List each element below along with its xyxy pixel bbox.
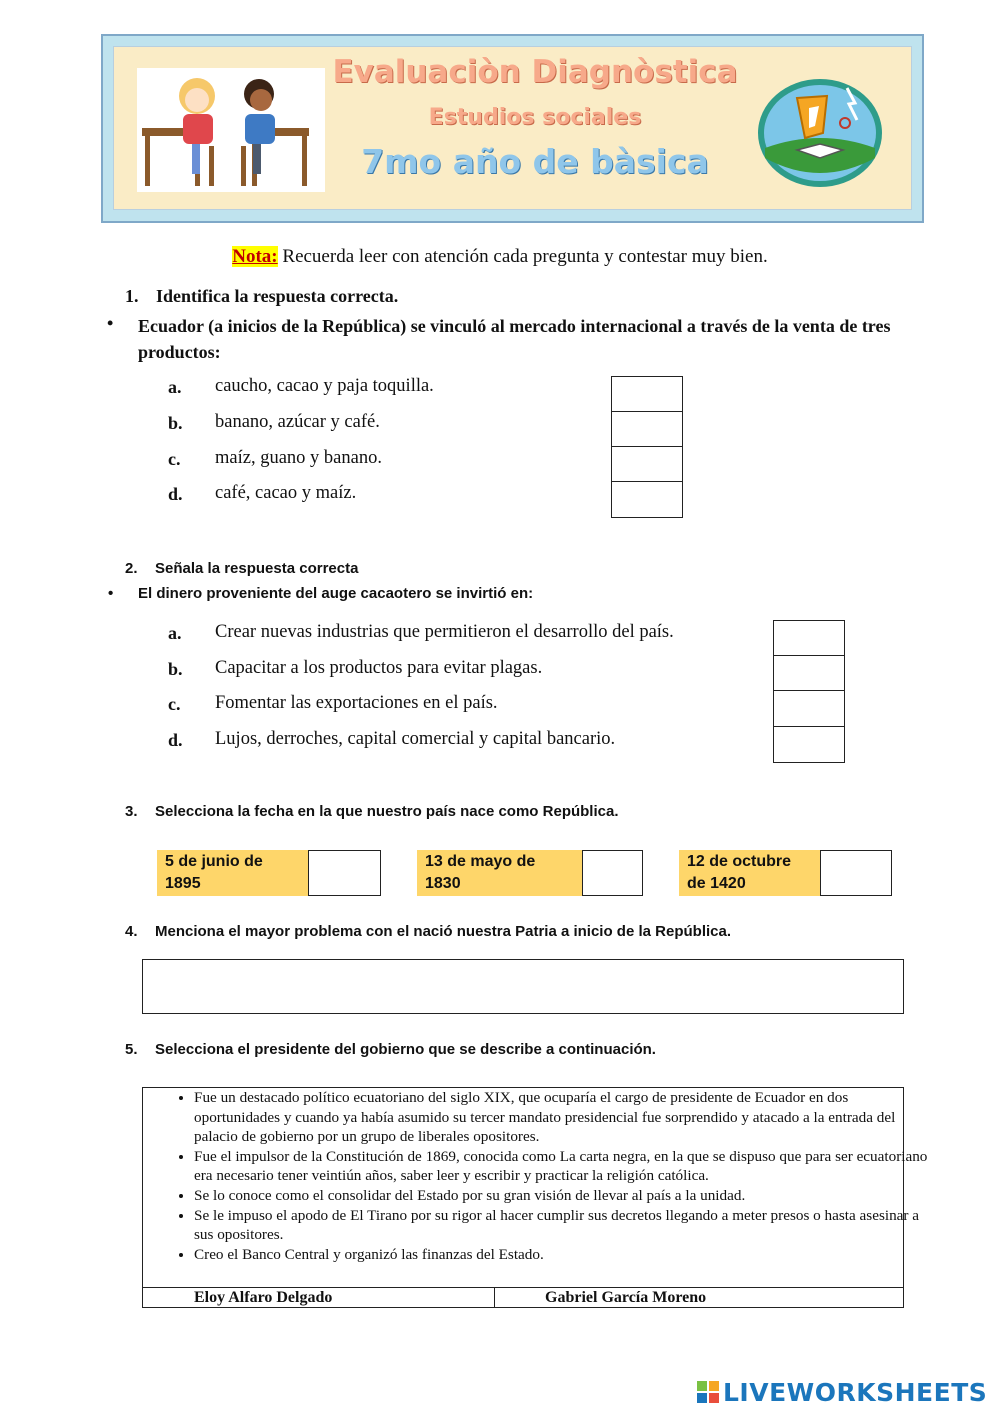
q3-date-1-line2: 1895 bbox=[165, 875, 201, 892]
q3-date-3-line1: 12 de octubre bbox=[687, 853, 792, 870]
q2-answer-box-b[interactable] bbox=[773, 655, 845, 692]
note-text: Recuerda leer con atención cada pregunta y contestar muy bien. bbox=[282, 246, 768, 267]
students-illustration bbox=[137, 68, 325, 192]
q1-option-a-letter: a. bbox=[168, 377, 182, 397]
q2-answer-box-c[interactable] bbox=[773, 690, 845, 727]
liveworksheets-logo-icon bbox=[697, 1381, 719, 1403]
note-line bbox=[0, 246, 1000, 268]
q5-bullet-5: • Creo el Banco Central y organizó las finanzas del Estado. bbox=[194, 1245, 934, 1265]
q1-option-b-letter: b. bbox=[168, 413, 183, 433]
q2-number: 2. bbox=[125, 560, 138, 577]
q3-answer-box-1[interactable] bbox=[308, 850, 381, 896]
q1-option-c-text: maíz, guano y banano. bbox=[215, 448, 382, 468]
q3-title: Selecciona la fecha en la que nuestro país nace como República. bbox=[155, 803, 619, 820]
header-title: Evaluaciòn Diagnòstica bbox=[332, 54, 738, 90]
q2-option-d-text: Lujos, derroches, capital comercial y capital bancario. bbox=[215, 729, 616, 749]
q2-answer-box-a[interactable] bbox=[773, 620, 845, 657]
q2-title: Señala la respuesta correcta bbox=[155, 560, 359, 577]
q2-option-b-text: Capacitar a los productos para evitar plagas. bbox=[215, 658, 543, 678]
q3-answer-box-3[interactable] bbox=[820, 850, 892, 896]
q1-option-b-text: banano, azúcar y café. bbox=[215, 412, 380, 432]
q5-president-option-2[interactable]: Gabriel García Moreno bbox=[545, 1289, 707, 1306]
header-grade: 7mo año de bàsica bbox=[361, 142, 709, 181]
q1-option-c-letter: c. bbox=[168, 449, 181, 469]
q2-option-a-text: Crear nuevas industrias que permitieron el desarrollo del país. bbox=[215, 622, 674, 642]
q3-date-3-line2: de 1420 bbox=[687, 875, 746, 892]
q1-option-d-text: café, cacao y maíz. bbox=[215, 483, 357, 503]
header-subject: Estudios sociales bbox=[428, 105, 642, 130]
q4-answer-field[interactable] bbox=[142, 959, 904, 1014]
q2-prompt: El dinero proveniente del auge cacaotero se invirtió en: bbox=[138, 585, 534, 602]
q5-president-option-1[interactable]: Eloy Alfaro Delgado bbox=[194, 1289, 333, 1306]
q5-number: 5. bbox=[125, 1041, 138, 1058]
q1-answer-box-b[interactable] bbox=[611, 411, 683, 448]
q5-title: Selecciona el presidente del gobierno que se describe a continuación. bbox=[155, 1041, 656, 1058]
q1-answer-box-d[interactable] bbox=[611, 481, 683, 518]
q2-option-d-letter: d. bbox=[168, 730, 183, 750]
q1-option-a-text: caucho, cacao y paja toquilla. bbox=[215, 376, 434, 396]
q3-date-2-line1: 13 de mayo de bbox=[425, 853, 536, 870]
q1-number: 1. bbox=[125, 286, 139, 306]
q5-bullet-1: • Fue un destacado político ecuatoriano del siglo XIX, que ocuparía el cargo de presidente de Ecuador en dos oportunidades y cuando ya había asumido su tercer mandato presidencial fue sorprendido y atacado a la entrada del palacio de gobierno por un grupo de liberales opositores. bbox=[194, 1088, 934, 1147]
bullet-icon: • bbox=[108, 585, 114, 602]
liveworksheets-brand: LIVEWORKSHEETS bbox=[723, 1378, 988, 1407]
q2-answer-box-d[interactable] bbox=[773, 726, 845, 763]
q5-president-divider bbox=[494, 1287, 495, 1308]
q5-bullet-4: • Se le impuso el apodo de El Tirano por su rigor al hacer cumplir sus decretos llegando a meter presos o hasta asesinar a sus opositores. bbox=[194, 1206, 934, 1245]
q5-description-list bbox=[160, 1088, 934, 1264]
q5-bullet-2: • Fue el impulsor de la Constitución de 1869, conocida como La carta negra, en la que se dispuso que para ser ecuatoriano era necesario tener veintiún años, saber leer y escribir y practicar la religión católica. bbox=[194, 1147, 934, 1186]
q3-date-option-1 bbox=[157, 850, 309, 896]
q3-answer-box-2[interactable] bbox=[582, 850, 643, 896]
q5-bullet-3: • Se lo conoce como el consolidar del Estado por su gran visión de llevar al país a la unidad. bbox=[194, 1186, 934, 1206]
q3-date-option-3 bbox=[679, 850, 821, 896]
q1-answer-box-a[interactable] bbox=[611, 376, 683, 413]
q2-option-a-letter: a. bbox=[168, 623, 182, 643]
q4-title: Menciona el mayor problema con el nació nuestra Patria a inicio de la República. bbox=[155, 923, 732, 940]
q3-date-2-line2: 1830 bbox=[425, 875, 461, 892]
q3-date-option-2 bbox=[417, 850, 583, 896]
q4-number: 4. bbox=[125, 923, 138, 940]
q3-date-1-line1: 5 de junio de bbox=[165, 853, 263, 870]
q2-option-c-letter: c. bbox=[168, 694, 181, 714]
q1-title: Identifica la respuesta correcta. bbox=[156, 286, 399, 306]
q3-number: 3. bbox=[125, 803, 138, 820]
school-logo-icon bbox=[757, 78, 883, 188]
q2-option-c-text: Fomentar las exportaciones en el país. bbox=[215, 693, 498, 713]
q2-option-b-letter: b. bbox=[168, 659, 183, 679]
q1-prompt: Ecuador (a inicios de la República) se vinculó al mercado internacional a través de la venta de tres productos: bbox=[138, 316, 891, 362]
bullet-icon: • bbox=[107, 313, 114, 333]
q1-option-d-letter: d. bbox=[168, 484, 183, 504]
note-label: Nota: bbox=[232, 246, 278, 267]
q1-answer-box-c[interactable] bbox=[611, 446, 683, 483]
